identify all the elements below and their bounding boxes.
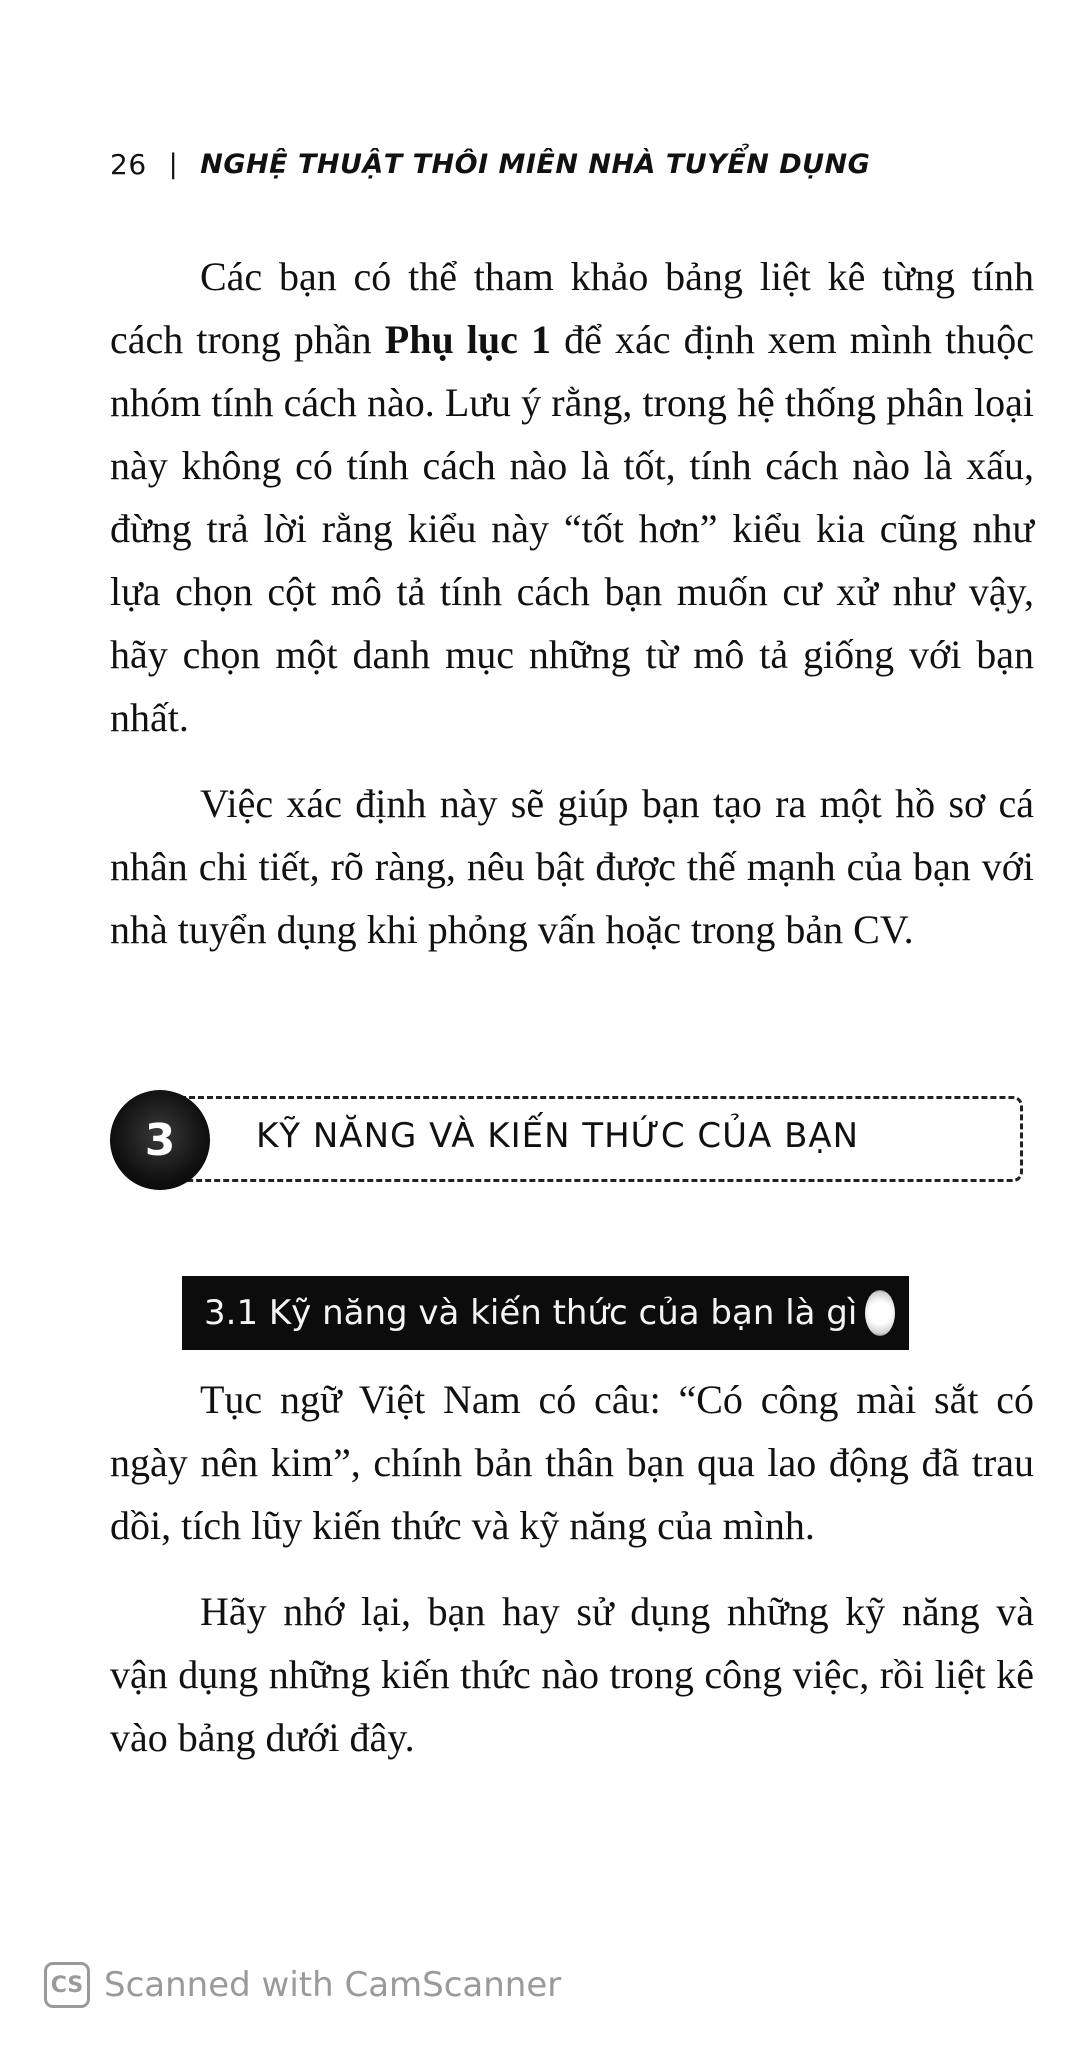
watermark-text: Scanned with CamScanner	[104, 1965, 562, 2005]
paragraph-instruction: Hãy nhớ lại, bạn hay sử dụng những kỹ năng và vận dụng những kiến thức nào trong công việc, rồi liệt kê vào bảng dưới đây.	[110, 1589, 1034, 1760]
header-separator: |	[168, 149, 179, 180]
glow-decoration-icon	[865, 1290, 895, 1336]
subsection-heading	[182, 1276, 909, 1350]
running-header	[110, 148, 870, 181]
section-number-badge: 3	[110, 1090, 210, 1190]
subsection-title: 3.1 Kỹ năng và kiến thức của bạn là gì	[204, 1293, 858, 1333]
paragraph-personality	[110, 245, 1034, 749]
section-title: KỸ NĂNG VÀ KIẾN THỨC CỦA BẠN	[256, 1116, 860, 1156]
book-title: NGHỆ THUẬT THÔI MIÊN NHÀ TUYỂN DỤNG	[200, 149, 871, 180]
paragraph-text: để xác định xem mình thuộc nhóm tính cách nào. Lưu ý rằng, trong hệ thống phân loại này không có tính cách nào là tốt, tính cách nào là xấu, đừng trả lời rằng kiểu này “tốt hơn” kiểu kia cũng như lựa chọn cột mô tả tính cách bạn muốn cư xử như vậy, hãy chọn một danh mục những từ mô tả giống với bạn nhất.	[110, 317, 1034, 740]
paragraph-profile: Việc xác định này sẽ giúp bạn tạo ra một hồ sơ cá nhân chi tiết, rõ ràng, nêu bật được thế mạnh của bạn với nhà tuyển dụng khi phỏng vấn hoặc trong bản CV.	[110, 781, 1034, 952]
section-banner	[110, 1090, 1030, 1186]
scanner-watermark	[44, 1962, 561, 2008]
paragraph-text: Các bạn có thể tham khảo bảng liệt kê từng tính cách trong phần	[110, 254, 1034, 362]
appendix-reference: Phụ lục 1	[384, 317, 552, 362]
paragraph-proverb: Tục ngữ Việt Nam có câu: “Có công mài sắt có ngày nên kim”, chính bản thân bạn qua lao động đã trau dồi, tích lũy kiến thức và kỹ năng của mình.	[110, 1377, 1034, 1548]
page-number: 26	[110, 148, 147, 181]
camscanner-icon: CS	[44, 1962, 90, 2008]
